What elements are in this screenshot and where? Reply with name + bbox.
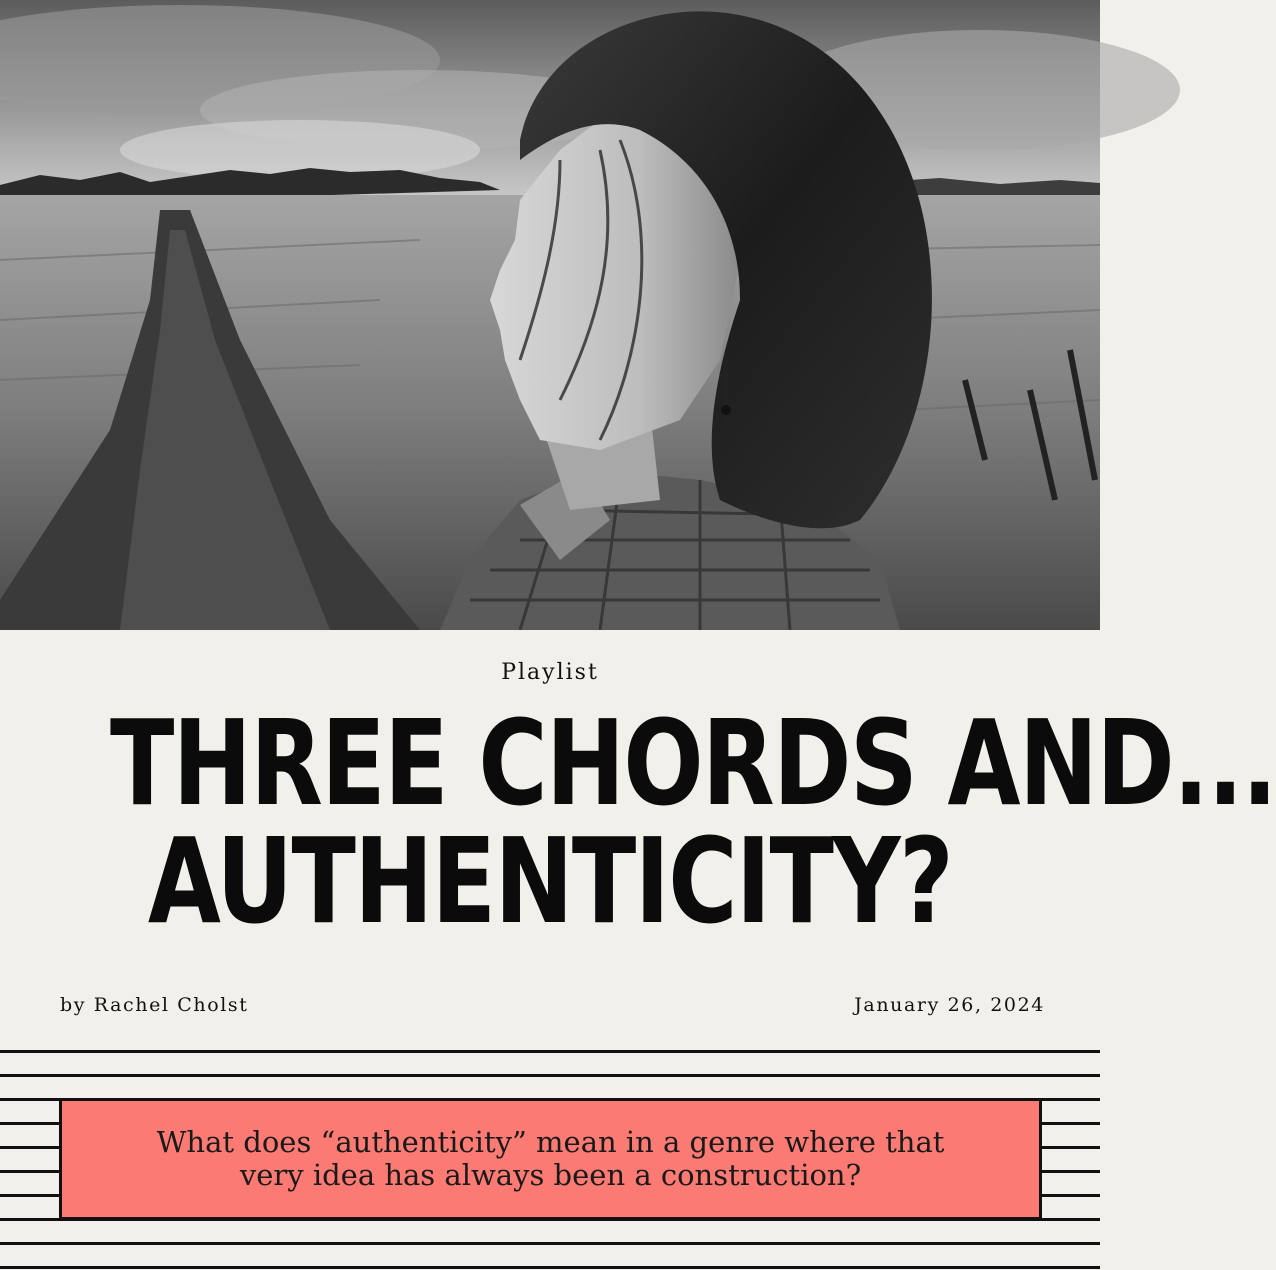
publish-date: January 26, 2024 [854, 994, 1045, 1016]
dek-box [59, 1098, 1042, 1220]
article-header [0, 630, 1276, 1050]
article-dek: What does “authenticity” mean in a genre where that very idea has always been a construction? [156, 1125, 945, 1192]
article-headline [0, 694, 1276, 950]
headline-line-1: THREE CHORDS AND... [110, 694, 1276, 832]
section-kicker[interactable]: Playlist [501, 660, 599, 685]
author-byline[interactable]: by Rachel Cholst [60, 994, 249, 1016]
portrait-photo-icon [0, 0, 1100, 630]
byline-row [60, 994, 1045, 1016]
headline-line-2: AUTHENTICITY? [147, 812, 953, 950]
hero-image [0, 0, 1100, 630]
